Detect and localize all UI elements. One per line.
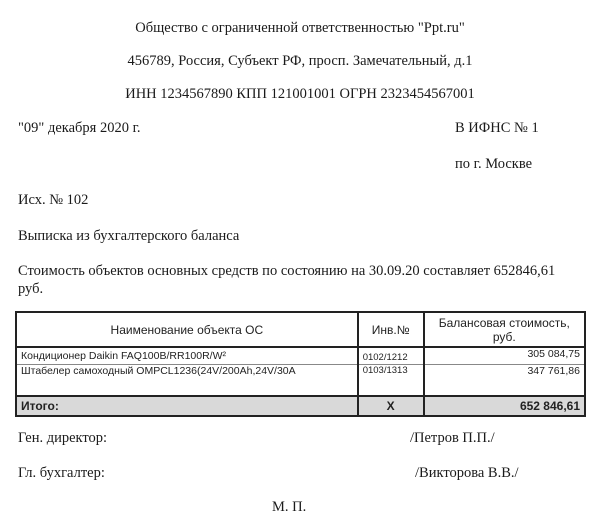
signature-name-accountant: /Викторова В.В./ — [415, 465, 519, 481]
signature-role-director: Ген. директор: — [18, 430, 108, 446]
document-title: Выписка из бухгалтерского баланса — [18, 228, 240, 244]
recipient-line-2: по г. Москве — [455, 156, 533, 172]
outgoing-number: Исх. № 102 — [18, 192, 89, 208]
table-row — [16, 365, 585, 397]
asset-inv-number: 0102/1212 — [358, 347, 424, 365]
table-header-row — [16, 312, 585, 347]
column-header-value: Балансовая стоимость, руб. — [424, 312, 585, 347]
asset-name: Кондиционер Daikin FAQ100B/RR100R/W² — [16, 347, 358, 365]
company-address: 456789, Россия, Субъект РФ, просп. Замечательный, д.1 — [127, 53, 473, 69]
asset-value: 347 761,86 — [424, 365, 585, 397]
statement-line-2: руб. — [18, 281, 44, 297]
column-header-name: Наименование объекта ОС — [16, 312, 358, 347]
document-date: "09" декабря 2020 г. — [18, 120, 141, 136]
recipient-line-1: В ИФНС № 1 — [455, 120, 539, 136]
column-header-inv: Инв.№ — [358, 312, 424, 347]
asset-name: Штабелер самоходный OMPCL1236(24V/200Ah,24V/30A — [16, 365, 358, 397]
table-row — [16, 347, 585, 365]
total-label: Итого: — [16, 396, 358, 416]
fixed-assets-table — [15, 311, 586, 417]
signature-role-accountant: Гл. бухгалтер: — [18, 465, 105, 481]
asset-value: 305 084,75 — [424, 347, 585, 365]
statement-line-1: Стоимость объектов основных средств по состоянию на 30.09.20 составляет 652846,61 — [18, 263, 556, 279]
signature-name-director: /Петров П.П./ — [410, 430, 495, 446]
total-value: 652 846,61 — [424, 396, 585, 416]
stamp-placeholder: М. П. — [272, 499, 307, 515]
asset-inv-number: 0103/1313 — [358, 365, 424, 397]
company-name: Общество с ограниченной ответственностью "Ppt.ru" — [135, 20, 465, 36]
company-requisites: ИНН 1234567890 КПП 121001001 ОГРН 2323454567001 — [125, 86, 475, 102]
table-total-row — [16, 396, 585, 416]
total-inv: X — [358, 396, 424, 416]
